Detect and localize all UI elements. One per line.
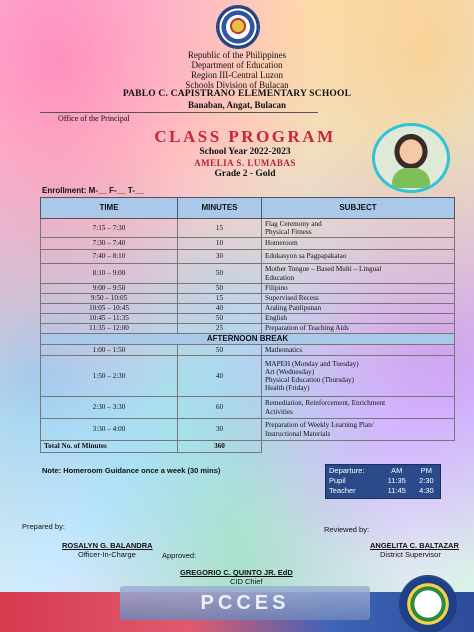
header-line-2: Department of Education (191, 60, 283, 70)
departure-pm: 2:30 (419, 475, 434, 485)
table-row (41, 314, 455, 324)
minutes-cell: 25 (178, 324, 262, 334)
minutes-cell: 50 (178, 345, 262, 356)
school-name: PABLO C. CAPISTRANO ELEMENTARY SCHOOL (122, 89, 352, 99)
table-row (41, 345, 455, 356)
subject-cell: Supervised Recess (262, 294, 455, 304)
grade-section: Grade 2 - Gold (214, 169, 276, 179)
departure-row (326, 475, 440, 485)
table-row (41, 419, 455, 441)
minutes-cell: 50 (178, 284, 262, 294)
minutes-cell: 30 (178, 250, 262, 264)
column-header-minutes: MINUTES (178, 198, 262, 219)
departure-label: Departure: (329, 465, 365, 475)
departure-who: Teacher (329, 485, 356, 495)
total-label: Total No. of Minutes (41, 441, 178, 453)
departure-who: Pupil (329, 475, 346, 485)
school-year: School Year 2022-2023 (199, 147, 291, 157)
subject-cell: Remediation, Reinforcement, Enrichment Activities (262, 397, 455, 419)
departure-am: 11:35 (387, 475, 406, 485)
time-cell: 11:35 – 12:00 (41, 324, 178, 334)
time-cell: 7:40 – 8:10 (41, 250, 178, 264)
table-row (41, 324, 455, 334)
approved-label: Approved: (162, 551, 197, 560)
subject-cell: English (262, 314, 455, 324)
minutes-cell: 40 (178, 304, 262, 314)
table-row (41, 356, 455, 397)
table-row (41, 284, 455, 294)
prepared-by-label: Prepared by: (22, 522, 65, 531)
departure-header-row (326, 465, 440, 475)
table-row (41, 238, 455, 250)
subject-cell: Mathematics (262, 345, 455, 356)
reviewed-by-label: Reviewed by: (324, 525, 370, 534)
departure-table (326, 465, 440, 495)
time-cell: 7:15 – 7:30 (41, 219, 178, 238)
time-cell: 7:30 – 7:40 (41, 238, 178, 250)
header-line-1: Republic of the Philippines (187, 50, 287, 60)
homeroom-note: Note: Homeroom Guidance once a week (30 mins) (42, 466, 221, 475)
time-cell: 10:45 – 11:35 (41, 314, 178, 324)
preparer-role: Officer-In-Charge (78, 550, 136, 559)
column-header-time: TIME (41, 198, 178, 219)
header-divider (40, 112, 318, 113)
departure-box (325, 464, 441, 499)
approver-role: CID Chief (230, 577, 263, 586)
enrollment-label: Enrollment: M-__ F-__ T-__ (42, 186, 144, 195)
subject-cell: Edukasyon sa Pagpapakatao (262, 250, 455, 264)
table-row (41, 304, 455, 314)
time-cell: 1:00 – 1:50 (41, 345, 178, 356)
departure-pm-header: PM (420, 465, 432, 475)
minutes-cell: 40 (178, 356, 262, 397)
minutes-cell: 60 (178, 397, 262, 419)
subject-cell: Preparation of Teaching Aids (262, 324, 455, 334)
time-cell: 8:10 – 9:00 (41, 264, 178, 284)
table-row (41, 219, 455, 238)
total-empty-cell (262, 441, 455, 453)
page-title: CLASS PROGRAM (154, 127, 336, 146)
office-label: Office of the Principal (58, 114, 130, 123)
table-header-row (41, 198, 455, 219)
time-cell: 9:00 – 9:50 (41, 284, 178, 294)
class-schedule-table (40, 197, 455, 453)
departure-row (326, 485, 440, 495)
subject-cell: Preparation of Weekly Learning Plan/ Instructional Materials (262, 419, 455, 441)
minutes-cell: 15 (178, 294, 262, 304)
minutes-cell: 15 (178, 219, 262, 238)
minutes-cell: 30 (178, 419, 262, 441)
subject-cell: MAPEH (Monday and Tuesday) Art (Wednesday) Physical Education (Thursday) Health (Friday) (262, 356, 455, 397)
footer-school-acronym: PCCES (200, 592, 290, 614)
departure-am-header: AM (391, 465, 403, 475)
subject-cell: Homeroom (262, 238, 455, 250)
time-cell: 10:05 – 10:45 (41, 304, 178, 314)
reviewer-name: ANGELITA C. BALTAZAR (370, 541, 459, 550)
teacher-name: AMELIA S. LUMABAS (194, 158, 296, 168)
column-header-subject: SUBJECT (262, 198, 455, 219)
header-line-4: Schools Division of Bulacan (185, 80, 289, 90)
subject-cell: Araling Panlipunan (262, 304, 455, 314)
table-row (41, 294, 455, 304)
header-line-3: Region III-Central Luzon (191, 70, 283, 80)
minutes-cell: 50 (178, 264, 262, 284)
subject-cell: Filipino (262, 284, 455, 294)
time-cell: 3:30 – 4:00 (41, 419, 178, 441)
total-row (41, 441, 455, 453)
departure-pm: 4:30 (419, 485, 434, 495)
reviewer-role: District Supervisor (380, 550, 441, 559)
subject-cell: Mother Tongue – Based Multi – Lingual Education (262, 264, 455, 284)
departure-am: 11:45 (387, 485, 406, 495)
time-cell: 2:30 – 3:30 (41, 397, 178, 419)
subject-cell: Flag Ceremony and Physical Fitness (262, 219, 455, 238)
school-address: Banaban, Angat, Bulacan (187, 100, 287, 110)
table-row (41, 264, 455, 284)
minutes-cell: 10 (178, 238, 262, 250)
approver-name: GREGORIO C. QUINTO JR. EdD (180, 568, 293, 577)
deped-seal-logo (217, 6, 259, 48)
time-cell: 1:50 – 2:30 (41, 356, 178, 397)
afternoon-break-row (41, 334, 455, 345)
total-value: 360 (178, 441, 262, 453)
time-cell: 9:50 – 10:05 (41, 294, 178, 304)
preparer-name: ROSALYN G. BALANDRA (62, 541, 153, 550)
table-row (41, 397, 455, 419)
school-seal-logo (400, 576, 456, 632)
table-row (41, 250, 455, 264)
teacher-photo-shirt (392, 168, 430, 188)
minutes-cell: 50 (178, 314, 262, 324)
afternoon-break-label: AFTERNOON BREAK (41, 334, 455, 345)
